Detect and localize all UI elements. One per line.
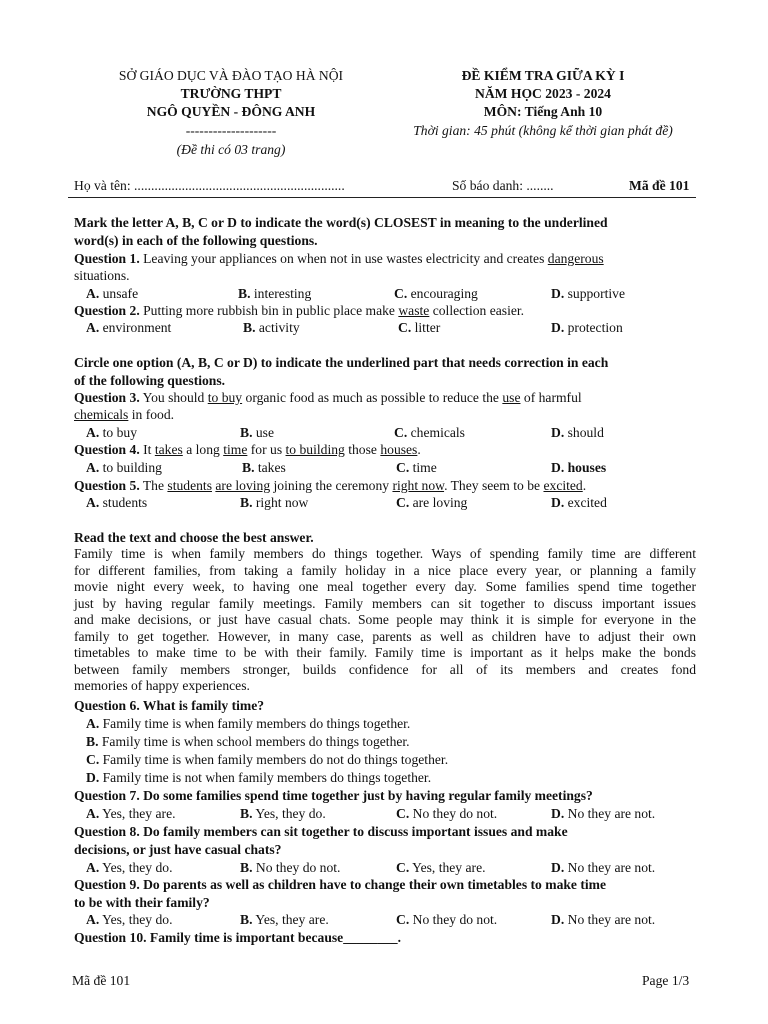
q3-option-d[interactable]: D. should: [551, 425, 604, 440]
q1-option-c[interactable]: C. encouraging: [394, 286, 478, 301]
q4-option-c[interactable]: C. time: [396, 460, 437, 475]
header-divider: --------------------: [185, 123, 277, 138]
exam-code: Mã đề 101: [629, 178, 690, 193]
q1-option-b[interactable]: B. interesting: [238, 286, 312, 301]
footer-exam-code: Mã đề 101: [72, 973, 131, 988]
section1-instruction-line2: word(s) in each of the following questions.: [74, 233, 318, 248]
q4-option-d[interactable]: D. houses: [551, 460, 607, 475]
school-name-line2: NGÔ QUYỀN - ĐÔNG ANH: [146, 104, 316, 119]
q2-option-d[interactable]: D. protection: [551, 320, 623, 335]
q2-option-b[interactable]: B. activity: [243, 320, 300, 335]
section1-instruction-line1: Mark the letter A, B, C or D to indicate the word(s) CLOSEST in meaning to the underlined: [74, 215, 608, 230]
q9-option-d[interactable]: D. No they are not.: [551, 912, 656, 927]
q9-option-c[interactable]: C. No they do not.: [396, 912, 498, 927]
question-1-cont: situations.: [74, 268, 130, 283]
q7-option-b[interactable]: B. Yes, they do.: [240, 806, 326, 821]
question-6: Question 6. What is family time?: [74, 698, 265, 713]
q8-option-b[interactable]: B. No they do not.: [240, 860, 341, 875]
q9-option-a[interactable]: A. Yes, they do.: [86, 912, 173, 927]
q2-option-c[interactable]: C. litter: [398, 320, 441, 335]
question-9: Question 9. Do parents as well as children have to change their own timetables to make time: [74, 877, 607, 892]
question-9-cont: to be with their family?: [74, 895, 210, 910]
question-10: Question 10. Family time is important because________.: [74, 930, 401, 945]
department-name: SỞ GIÁO DỤC VÀ ĐÀO TẠO HÀ NỘI: [118, 68, 344, 83]
q8-option-a[interactable]: A. Yes, they do.: [86, 860, 173, 875]
question-5: Question 5. The students are loving joining the ceremony right now. They seem to be excited.: [74, 478, 587, 493]
q6-option-c[interactable]: C. Family time is when family members do not do things together.: [86, 752, 449, 767]
section2-instruction-line1: Circle one option (A, B, C or D) to indicate the underlined part that needs correction in each: [74, 355, 609, 370]
exam-title: ĐỀ KIỂM TRA GIỮA KỲ I: [461, 68, 625, 83]
question-1: [74, 251, 604, 267]
q7-option-d[interactable]: D. No they are not.: [551, 806, 656, 821]
school-name-line1: TRƯỜNG THPT: [180, 86, 282, 101]
q8-option-c[interactable]: C. Yes, they are.: [396, 860, 486, 875]
q5-option-a[interactable]: A. students: [86, 495, 148, 510]
q2-option-a[interactable]: A. environment: [86, 320, 172, 335]
section2-instruction-line2: of the following questions.: [74, 373, 226, 388]
q5-option-c[interactable]: C. are loving: [396, 495, 468, 510]
question-3-cont: chemicals in food.: [74, 407, 175, 422]
time-allowed: Thời gian: 45 phút (không kể thời gian phát đề): [413, 123, 673, 138]
q3-option-b[interactable]: B. use: [240, 425, 274, 440]
q7-option-c[interactable]: C. No they do not.: [396, 806, 498, 821]
section3-instruction: Read the text and choose the best answer.: [74, 530, 314, 545]
school-year: NĂM HỌC 2023 - 2024: [475, 86, 611, 101]
q5-option-b[interactable]: B. right now: [240, 495, 309, 510]
question-7: Question 7. Do some families spend time together just by having regular family meetings?: [74, 788, 593, 803]
q6-option-a[interactable]: A. Family time is when family members do things together.: [86, 716, 411, 731]
question-8-cont: decisions, or just have casual chats?: [74, 842, 282, 857]
header-rule: [68, 197, 696, 198]
reading-passage: Family time is when family members do things together. Ways of spending family time are different for different families, from taking a family holiday in a nice place every year, or planning a family movie night every week, to having one meal together every day. Some families spend time together just by having regular family meetings. Family members can sit together to discuss important issues and make decisions, or just have casual chats. Some people may think it is simple for everyone in the family to get together. However, in many case, parents as well as children have to adjust their own timetables to make time to be with their family. Family time is important as it helps make the bonds between family members stronger, builds confidence for all of its members and creates fond memories of happy experiences.: [74, 546, 696, 693]
q1-option-d[interactable]: D. supportive: [551, 286, 626, 301]
question-2: Question 2. Putting more rubbish bin in public place make waste collection easier.: [74, 303, 525, 318]
q7-option-a[interactable]: A. Yes, they are.: [86, 806, 176, 821]
page-number: Page 1/3: [642, 973, 690, 988]
q6-option-d[interactable]: D. Family time is not when family members do things together.: [86, 770, 432, 785]
q5-option-d[interactable]: D. excited: [551, 495, 607, 510]
q9-option-b[interactable]: B. Yes, they are.: [240, 912, 329, 927]
question-text: Leaving your appliances on when not in use wastes electricity and creates: [143, 251, 545, 266]
page-count-note: (Đề thi có 03 trang): [176, 142, 286, 157]
question-4: Question 4. It takes a long time for us to building those houses.: [74, 442, 421, 457]
question-8: Question 8. Do family members can sit together to discuss important issues and make: [74, 824, 568, 839]
candidate-number-field[interactable]: Số báo danh: ........: [452, 178, 554, 193]
q8-option-d[interactable]: D. No they are not.: [551, 860, 656, 875]
q3-option-c[interactable]: C. chemicals: [394, 425, 465, 440]
question-label: Question 1.: [74, 251, 140, 266]
q1-option-a[interactable]: A. unsafe: [86, 286, 139, 301]
underlined-word: dangerous: [547, 251, 604, 266]
q4-option-a[interactable]: A. to building: [86, 460, 162, 475]
question-3: Question 3. You should to buy organic food as much as possible to reduce the use of harmful: [74, 390, 582, 405]
student-name-field[interactable]: Họ và tên: ..............................................................: [74, 178, 345, 193]
q3-option-a[interactable]: A. to buy: [86, 425, 137, 440]
subject: MÔN: Tiếng Anh 10: [483, 104, 603, 119]
q4-option-b[interactable]: B. takes: [242, 460, 286, 475]
q6-option-b[interactable]: B. Family time is when school members do things together.: [86, 734, 410, 749]
